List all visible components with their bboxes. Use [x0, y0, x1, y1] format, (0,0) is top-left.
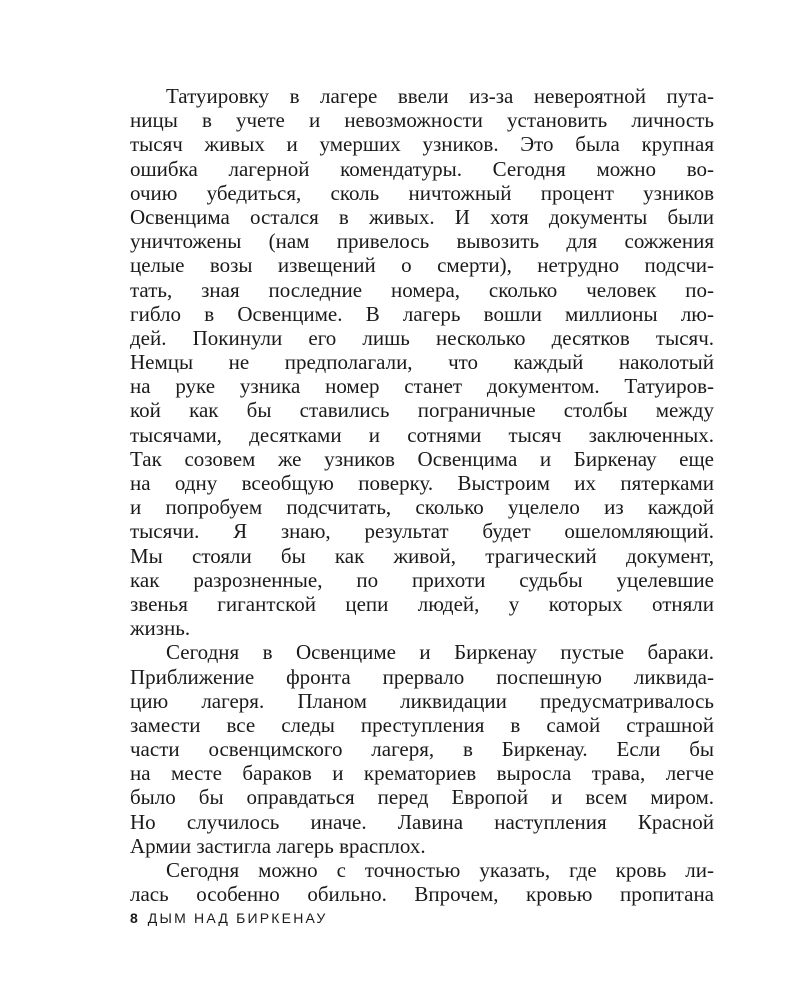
paragraph-1-line: на руке узника номер станет документом. Татуиров- — [130, 374, 714, 399]
running-title: ДЫМ НАД БИРКЕНАУ — [147, 910, 328, 926]
paragraph-1-line: и попробуем подсчитать, сколько уцелело из каждой — [130, 495, 714, 520]
paragraph-3-line: Сегодня можно с точностью указать, где кровь ли- — [166, 858, 714, 882]
paragraph-1-line: ошибка лагерной комендатуры. Сегодня можно во- — [130, 156, 714, 181]
paragraph-1-line: кой как бы ставились пограничные столбы между — [130, 398, 714, 423]
paragraph-2-line: Приближение фронта прервало поспешную ликвида- — [130, 664, 714, 689]
page-number: 8 — [130, 910, 138, 926]
paragraph-1-line: ницы в учете и невозможности установить личность — [130, 108, 714, 133]
page-text-block — [130, 84, 714, 906]
paragraph-1-line: уничтожены (нам привелось вывозить для сожжения — [130, 229, 714, 254]
paragraph-1-line: звенья гигантской цепи людей, у которых отняли — [130, 591, 714, 616]
paragraph-1-line: дей. Покинули его лишь несколько десятков тысяч. — [130, 325, 714, 350]
paragraph-1-line: жизнь. — [130, 616, 191, 641]
paragraph-1-line: Освенцима остался в живых. И хотя документы были — [130, 204, 714, 229]
paragraph-1-line: Так созовем же узников Освенцима и Биркенау еще — [130, 446, 714, 471]
paragraph-1-line: Мы стояли бы как живой, трагический документ, — [130, 543, 714, 568]
paragraph-1-line: тысячами, десятками и сотнями тысяч заключенных. — [130, 422, 714, 447]
paragraph-2-line: Армии застигла лагерь врасплох. — [130, 833, 426, 858]
paragraph-1-line: тысяч живых и умерших узников. Это была крупная — [130, 132, 714, 157]
paragraph-1-line: тысячи. Я знаю, результат будет ошеломляющий. — [130, 519, 714, 544]
paragraph-2-line: Но случилось иначе. Лавина наступления Красной — [130, 809, 714, 834]
paragraph-1-line: как разрозненные, по прихоти судьбы уцелевшие — [130, 567, 714, 592]
paragraph-1-line: Немцы не предполагали, что каждый наколотый — [130, 350, 714, 375]
page-footer — [130, 910, 328, 926]
paragraph-3-line: лась особенно обильно. Впрочем, кровью пропитана — [130, 882, 714, 907]
paragraph-2-line: части освенцимского лагеря, в Биркенау. Если бы — [130, 737, 714, 762]
paragraph-2-line: Сегодня в Освенциме и Биркенау пустые бараки. — [166, 640, 714, 665]
paragraph-2-line: на месте бараков и крематориев выросла трава, легче — [130, 761, 714, 786]
paragraph-1-line: Татуировку в лагере ввели из-за невероятной пута- — [166, 84, 714, 108]
paragraph-1-line: на одну всеобщую поверку. Выстроим их пятерками — [130, 471, 714, 495]
paragraph-2-line: замести все следы преступления в самой страшной — [130, 712, 714, 737]
paragraph-1-line: целые возы извещений о смерти), нетрудно подсчи- — [130, 253, 714, 278]
paragraph-1-line: тать, зная последние номера, сколько человек по- — [130, 277, 714, 302]
paragraph-1-line: очию убедиться, сколь ничтожный процент узников — [130, 180, 714, 205]
paragraph-2-line: было бы оправдаться перед Европой и всем миром. — [130, 785, 714, 810]
paragraph-2-line: цию лагеря. Планом ликвидации предусматривалось — [130, 688, 714, 713]
paragraph-1-line: гибло в Освенциме. В лагерь вошли миллионы лю- — [130, 301, 714, 326]
